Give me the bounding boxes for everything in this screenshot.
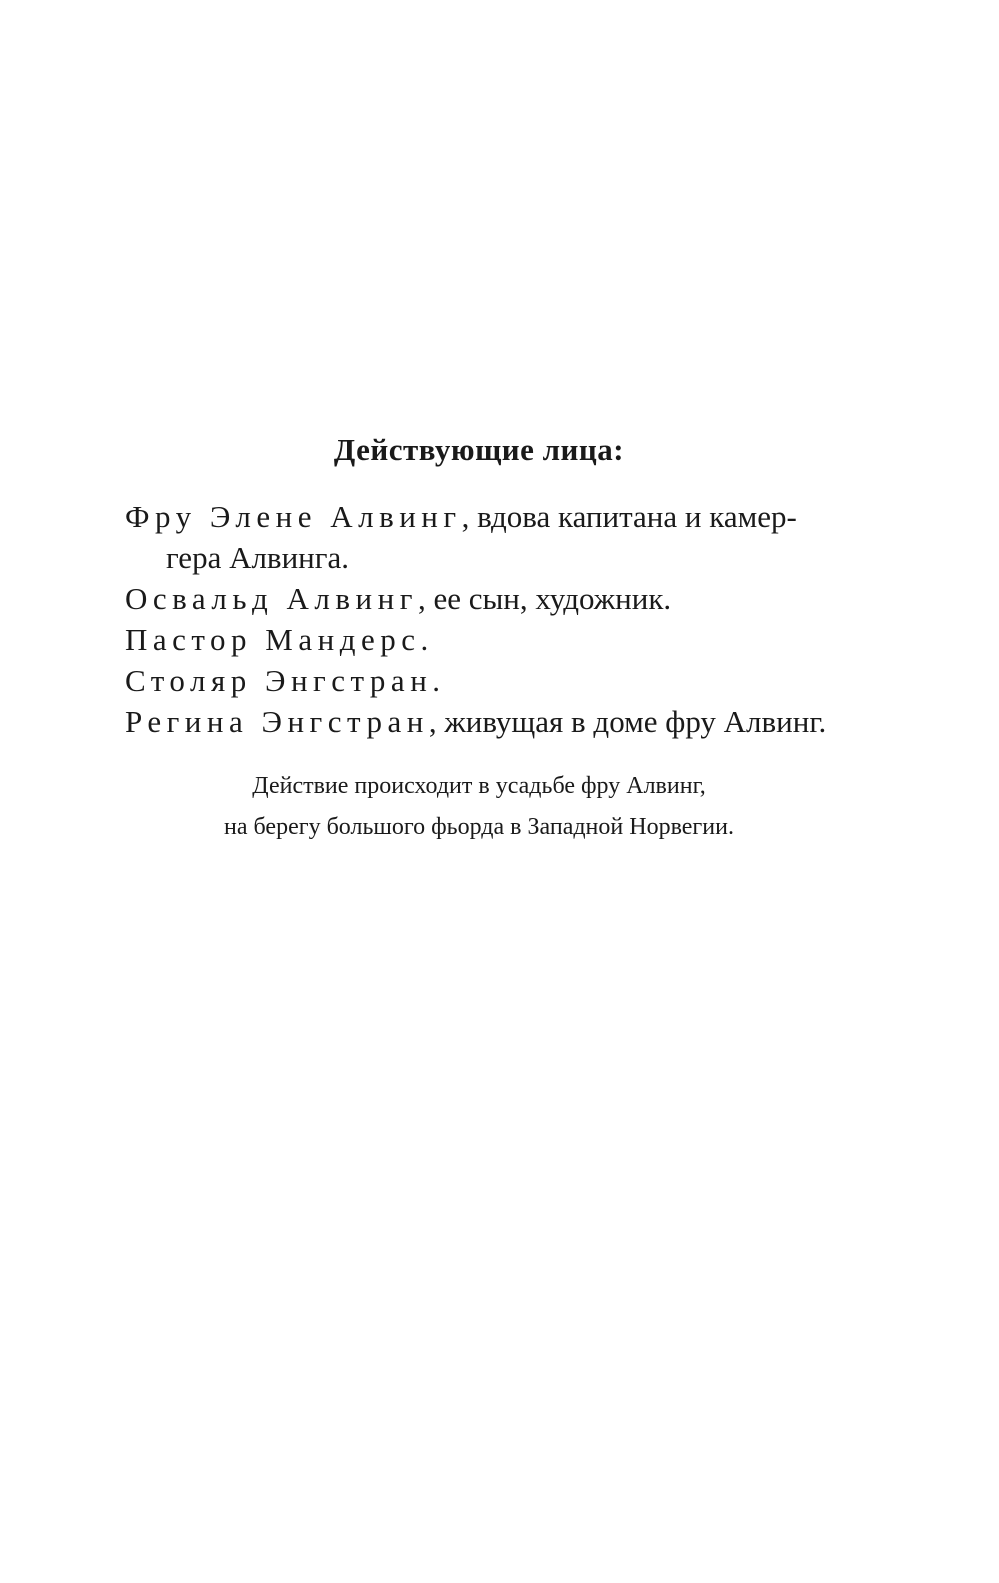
character-description: , вдова капитана и камер-: [461, 499, 797, 534]
cast-entry-manders: [125, 619, 845, 660]
cast-list: [125, 496, 845, 742]
character-description: .: [420, 622, 429, 657]
setting-line-2: на берегу большого фьорда в Западной Норвегии.: [224, 814, 734, 840]
cast-entry-regina: [125, 701, 845, 742]
setting-note: [0, 766, 958, 848]
character-name: Пастор Мандерс: [125, 622, 421, 657]
character-name: Освальд Алвинг: [125, 581, 418, 616]
cast-entry-engstrand: [125, 660, 845, 701]
character-name: Столяр Энгстран: [125, 663, 433, 698]
character-name: Фру Элене Алвинг: [125, 499, 462, 534]
setting-line-1: Действие происходит в усадьбе фру Алвинг,: [252, 773, 706, 799]
cast-entry-osvald: [125, 578, 845, 619]
character-description: , ее сын, художник.: [417, 581, 672, 616]
cast-entry-fru-alving: [125, 496, 845, 578]
character-description-continued: гера Алвинга.: [166, 540, 349, 575]
cast-heading: Действующие лица:: [333, 432, 625, 467]
character-description: .: [432, 663, 441, 698]
character-name: Регина Энгстран: [125, 704, 429, 739]
character-description: , живущая в доме фру Алвинг.: [428, 704, 827, 739]
